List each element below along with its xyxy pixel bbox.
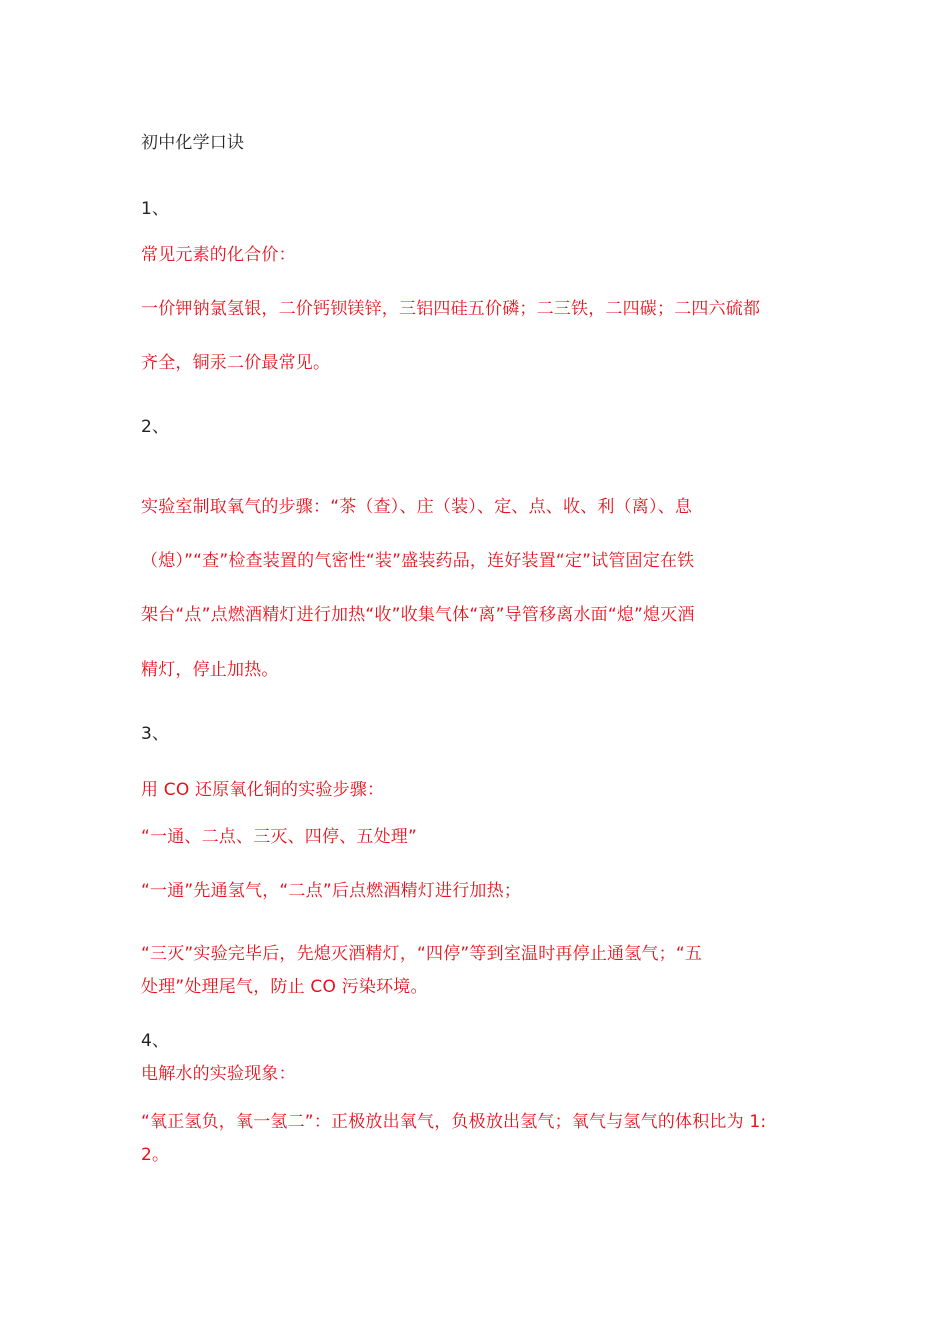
section-2-line-4: 精灯，停止加热。 [141, 660, 279, 680]
section-3-line-1: “一通、二点、三灭、四停、五处理” [141, 827, 418, 847]
section-3-line-3: “三灭”实验完毕后，先熄灭酒精灯，“四停”等到室温时再停止通氢气；“五 [141, 944, 703, 964]
section-2-line-2: （熄）”“查”检查装置的气密性“装”盛装药品，连好装置“定”试管固定在铁 [141, 551, 695, 571]
section-1-heading: 常见元素的化合价： [141, 245, 296, 265]
section-4-heading: 电解水的实验现象： [141, 1064, 296, 1084]
section-2-line-3: 架台“点”点燃酒精灯进行加热“收”收集气体“离”导管移离水面“熄”熄灭酒 [141, 605, 695, 625]
section-4-line-2: 2。 [141, 1145, 170, 1165]
section-3-line-2: “一通”先通氢气，“二点”后点燃酒精灯进行加热； [141, 881, 522, 901]
section-1-line-2: 齐全，铜汞二价最常见。 [141, 353, 331, 373]
section-4-number: 4、 [141, 1031, 170, 1051]
section-3-heading: 用 CO 还原氧化铜的实验步骤： [141, 780, 385, 800]
section-1-number: 1、 [141, 199, 170, 219]
document-title: 初中化学口诀 [141, 133, 245, 153]
section-3-line-4: 处理”处理尾气，防止 CO 污染环境。 [141, 977, 428, 997]
section-3-number: 3、 [141, 724, 170, 744]
section-4-line-1: “氧正氢负，氧一氢二”：正极放出氧气，负极放出氢气；氧气与氢气的体积比为 1: [141, 1112, 767, 1132]
section-2-line-1: 实验室制取氧气的步骤：“茶（查）、庄（装）、定、点、收、利（离）、息 [141, 497, 693, 517]
section-1-line-1: 一价钾钠氯氢银，二价钙钡镁锌，三铝四硅五价磷；二三铁，二四碳；二四六硫都 [141, 299, 761, 319]
section-2-number: 2、 [141, 417, 170, 437]
